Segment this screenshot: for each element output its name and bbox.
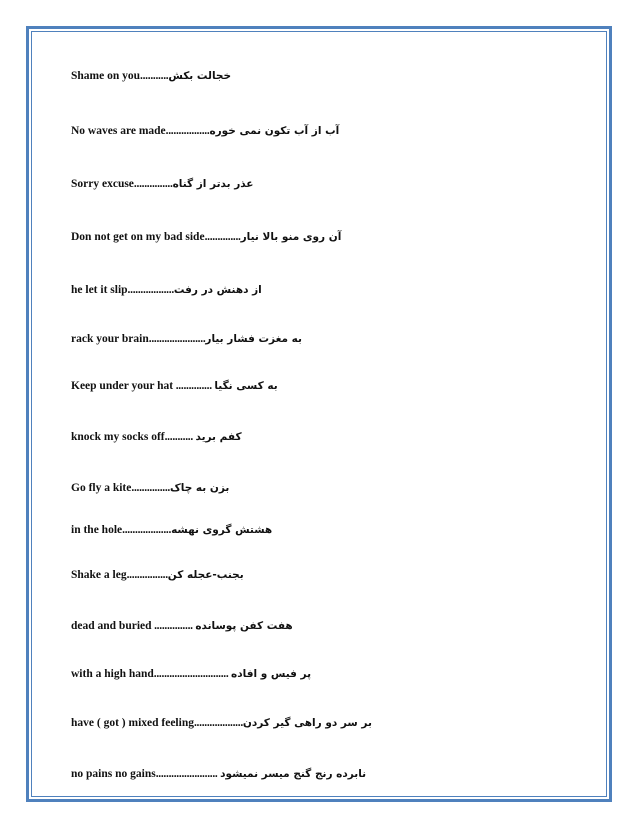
idiom-dots: ............... [133, 178, 173, 190]
idiom-english: Don not get on my bad side [71, 231, 205, 243]
idiom-persian: هشتش گروی نهشه [171, 524, 273, 536]
idiom-english: No waves are made [71, 125, 166, 137]
idiom-english: rack your brain [71, 333, 149, 345]
idiom-persian: کفم برید [195, 431, 242, 443]
idiom-dots: ........... [140, 70, 169, 82]
idiom-english: Sorry excuse [71, 178, 134, 190]
idiom-line [71, 619, 293, 633]
idiom-line [71, 69, 231, 83]
idiom-line [71, 230, 341, 244]
idiom-english: Go fly a kite [71, 482, 132, 494]
idiom-dots: ................ [126, 569, 168, 581]
idiom-english: he let it slip [71, 284, 128, 296]
idiom-dots: ................... [193, 717, 243, 729]
idiom-english: Shame on you [71, 70, 141, 82]
idiom-english: in the hole [71, 524, 123, 536]
idiom-persian: عذر بدتر از گناه [172, 178, 254, 190]
idiom-dots: .............. [204, 231, 241, 243]
idiom-persian: از دهنش در رفت [173, 284, 262, 296]
page-border-inner [31, 31, 607, 797]
idiom-line [71, 667, 311, 681]
idiom-persian: آن روی منو بالا نیار [240, 231, 342, 243]
idiom-dots: ...................... [148, 333, 206, 345]
idiom-line [71, 177, 253, 191]
idiom-english: Shake a leg [71, 569, 127, 581]
idiom-line [71, 283, 262, 297]
idiom-english: Keep under your hat [71, 380, 174, 392]
idiom-persian: آب از آب تکون نمی خوره [209, 125, 340, 137]
idiom-line [71, 379, 278, 393]
idiom-line [71, 332, 302, 346]
idiom-english: have ( got ) mixed feeling [71, 717, 194, 729]
idiom-dots: ............... [131, 482, 171, 494]
idiom-line [71, 481, 229, 495]
idiom-persian: به مغزت فشار بیار [205, 333, 302, 345]
idiom-dots: ................... [122, 524, 172, 536]
idiom-line [71, 716, 372, 730]
idiom-dots: .................. [127, 284, 174, 296]
idiom-persian: به کسی نگیا [214, 380, 278, 392]
idiom-dots: ............... [151, 620, 196, 632]
idiom-persian: پر فیس و افاده [231, 668, 312, 680]
idiom-persian: نابرده رنج گنج میسر نمیشود [220, 768, 367, 780]
idiom-line [71, 767, 366, 781]
idiom-dots: ........................ [155, 768, 221, 780]
idiom-persian: بر سر دو راهی گیر کردن [242, 717, 372, 729]
idiom-english: no pains no gains [71, 768, 156, 780]
idiom-english: knock my socks off [71, 431, 165, 443]
idiom-dots: ............................. [153, 668, 232, 680]
idiom-line [71, 430, 242, 444]
idiom-persian: بجنب-عجله کن [167, 569, 244, 581]
idiom-persian: بزن به چاک [170, 482, 230, 494]
idiom-persian: خجالت بکش [168, 70, 232, 82]
idiom-dots: ................. [165, 125, 210, 137]
idiom-line [71, 568, 244, 582]
idiom-persian: هفت کفن پوسانده [195, 620, 293, 632]
idiom-english: with a high hand [71, 668, 154, 680]
idiom-line [71, 124, 339, 138]
idiom-line [71, 523, 272, 537]
idiom-dots: ........... [164, 431, 196, 443]
idiom-dots: .............. [173, 380, 215, 392]
idiom-english: dead and buried [71, 620, 152, 632]
